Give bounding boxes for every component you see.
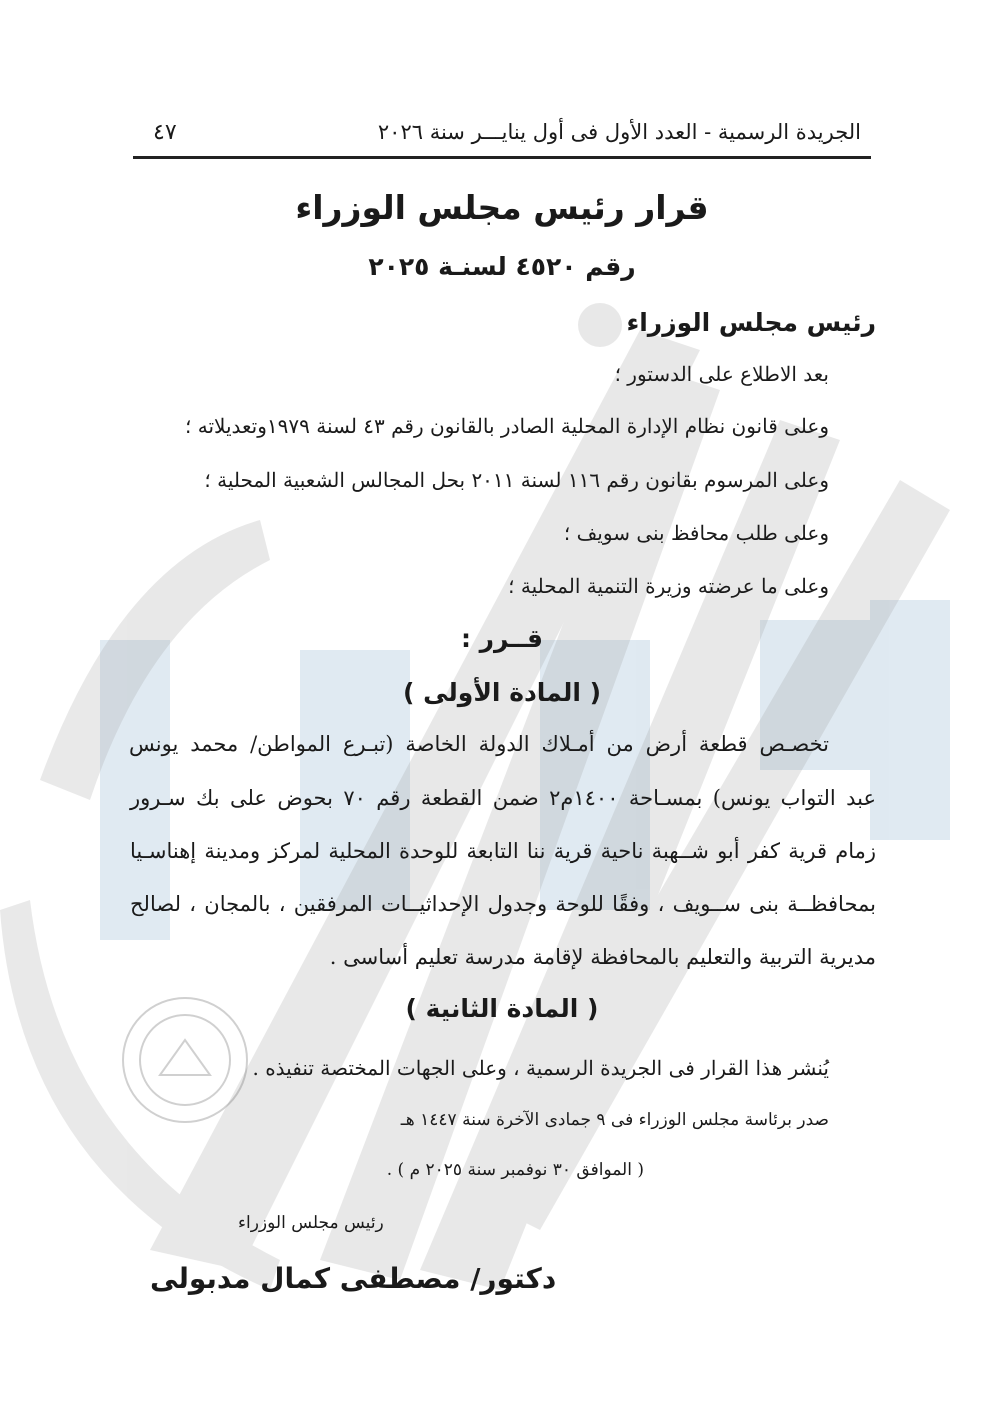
decree-number: رقم ٤٥٢٠ لسنـة ٢٠٢٥ [368,252,636,281]
article-1-line: تخصـص قطعة أرض من أمـلاك الدولة الخاصة (تبـرع المواطن/ محمد يونس [129,732,829,756]
article-2-heading: ( المادة الثانية ) [405,994,599,1023]
article-1-line: عبد التواب يونس) بمسـاحة ١٤٠٠م٢ ضمن القطعة رقم ٧٠ بحوض على بك سـرور [130,786,876,810]
signature-title: رئيس مجلس الوزراء [238,1213,384,1233]
signer-name: دكتور/ مصطفى كمال مدبولى [150,1262,557,1295]
decree-title: قرار رئيس مجلس الوزراء [295,188,709,227]
page-number: ٤٧ [153,119,177,145]
preamble-line: وعلى طلب محافظ بنى سويف ؛ [563,521,829,545]
preamble-line: وعلى ما عرضته وزيرة التنمية المحلية ؛ [508,574,829,598]
article-1-line: بمحافظــة بنى ســويف ، وفقًا للوحة وجدول الإحداثيــات المرفقين ، بالمجان ، لصالح [130,892,876,916]
issued-hijri: صدر برئاسة مجلس الوزراء فى ٩ جمادى الآخرة سنة ١٤٤٧ هـ [400,1110,829,1130]
article-1-line: مديرية التربية والتعليم بالمحافظة لإقامة مدرسة تعليم أساسى . [329,945,876,969]
preamble-line: بعد الاطلاع على الدستور ؛ [614,362,829,386]
article-2-text: يُنشر هذا القرار فى الجريدة الرسمية ، وعلى الجهات المختصة تنفيذه . [252,1056,829,1080]
issuer-heading: رئيس مجلس الوزراء [626,308,876,337]
preamble-line: وعلى قانون نظام الإدارة المحلية الصادر بالقانون رقم ٤٣ لسنة ١٩٧٩وتعديلاته ؛ [185,414,829,438]
running-header [133,112,871,152]
article-1-line: زمام قرية كفر أبو شــهبة ناحية قرية ننا التابعة للوحدة المحلية لمركز ومدينة إهناسـيا [130,839,876,863]
header-rule [133,156,871,159]
article-1-heading: ( المادة الأولى ) [402,678,602,707]
header-title: الجريدة الرسمية - العدد الأول فى أول ينايـــر سنة ٢٠٢٦ [377,120,861,144]
preamble-line: وعلى المرسوم بقانون رقم ١١٦ لسنة ٢٠١١ بحل المجالس الشعبية المحلية ؛ [204,468,829,492]
issued-gregorian: ( الموافق ٣٠ نوفمبر سنة ٢٠٢٥ م ) . [386,1160,644,1180]
decided-label: قــرر : [460,624,544,653]
